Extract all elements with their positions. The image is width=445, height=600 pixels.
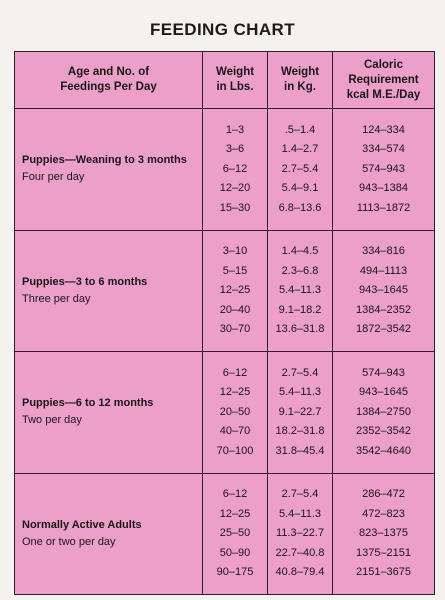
weight-kg-cell xyxy=(268,230,333,352)
value: 334–816 xyxy=(362,245,405,257)
value: 9.1–22.7 xyxy=(278,405,322,418)
kcal-cell xyxy=(333,230,435,352)
value: 22.7–40.8 xyxy=(275,546,325,559)
value: 1.4–2.7 xyxy=(281,143,319,155)
value: 40–70 xyxy=(219,425,251,437)
value: 3–6 xyxy=(225,143,245,155)
group-label-cell xyxy=(15,230,203,352)
value: 3542–4640 xyxy=(355,444,412,457)
value: 6–12 xyxy=(222,162,248,175)
kcal-cell xyxy=(333,109,435,231)
value: 5.4–11.3 xyxy=(278,507,321,520)
value: 472–823 xyxy=(362,507,405,520)
group-name: Puppies—Weaning to 3 months xyxy=(22,154,187,167)
value: 20–40 xyxy=(219,303,251,316)
table-row xyxy=(15,230,435,352)
header-kcal-line: kcal M.E./Day xyxy=(346,88,421,101)
value: 11.3–22.7 xyxy=(275,527,325,539)
group-feedings: Three per day xyxy=(22,292,91,305)
value: 943–1384 xyxy=(359,182,408,194)
value: 574–943 xyxy=(362,366,405,379)
table-row xyxy=(15,109,435,231)
value: 1.4–4.5 xyxy=(281,245,319,257)
group-label-cell xyxy=(15,473,203,595)
group-name: Puppies—6 to 12 months xyxy=(22,397,154,410)
header-age-line: Feedings Per Day xyxy=(60,81,157,93)
value: 6–12 xyxy=(222,488,248,500)
value: 286–472 xyxy=(362,488,405,500)
group-feedings: Four per day xyxy=(22,171,85,184)
kcal-cell xyxy=(333,473,435,595)
value: 1384–2750 xyxy=(355,405,412,418)
header-age xyxy=(15,52,203,109)
weight-kg-cell xyxy=(268,473,333,595)
value: 90–175 xyxy=(216,566,254,578)
value: 25–50 xyxy=(219,527,251,539)
group-feedings: Two per day xyxy=(22,414,82,427)
header-weight-kg xyxy=(268,52,333,109)
value: 1113–1872 xyxy=(356,201,411,214)
value: 574–943 xyxy=(362,162,405,175)
header-kcal-line: Requirement xyxy=(348,73,419,86)
value: 2.7–5.4 xyxy=(281,366,319,379)
value: .5–1.4 xyxy=(284,123,316,136)
value: 9.1–18.2 xyxy=(278,303,322,316)
feeding-chart-table xyxy=(14,51,435,595)
header-lbs-line: in Lbs. xyxy=(216,81,254,93)
header-row xyxy=(15,52,435,109)
group-name: Normally Active Adults xyxy=(22,518,142,531)
value: 5.4–11.3 xyxy=(278,386,321,398)
header-kg-line: in Kg. xyxy=(284,81,316,93)
value: 6–12 xyxy=(222,366,248,379)
value: 2.3–6.8 xyxy=(281,264,319,277)
value: 70–100 xyxy=(216,444,254,457)
value: 823–1375 xyxy=(359,527,408,539)
group-name: Puppies—3 to 6 months xyxy=(22,275,148,288)
value: 1375–2151 xyxy=(355,546,412,559)
value: 6.8–13.6 xyxy=(278,201,322,214)
value: 12–25 xyxy=(219,386,251,398)
value: 2.7–5.4 xyxy=(281,162,319,175)
value: 2.7–5.4 xyxy=(281,488,319,500)
group-feedings: One or two per day xyxy=(22,535,116,548)
value: 30–70 xyxy=(219,323,251,335)
value: 5.4–9.1 xyxy=(281,182,319,194)
value: 18.2–31.8 xyxy=(275,425,325,437)
value: 1872–3542 xyxy=(355,323,412,335)
value: 1384–2352 xyxy=(355,303,412,316)
value: 20–50 xyxy=(219,405,251,418)
weight-kg-cell xyxy=(268,109,333,231)
value: 50–90 xyxy=(219,546,251,559)
group-label-cell xyxy=(15,352,203,474)
value: 2352–3542 xyxy=(355,425,412,437)
value: 31.8–45.4 xyxy=(275,444,325,457)
value: 943–1645 xyxy=(359,284,408,296)
weight-lbs-cell xyxy=(203,230,268,352)
weight-lbs-cell xyxy=(203,352,268,474)
header-kcal-line: Caloric xyxy=(364,58,403,71)
header-weight-lbs xyxy=(203,52,268,109)
header-caloric-requirement xyxy=(333,52,435,109)
value: 2151–3675 xyxy=(355,566,412,578)
weight-lbs-cell xyxy=(203,109,268,231)
value: 12–25 xyxy=(219,507,251,520)
value: 12–25 xyxy=(219,284,251,296)
header-kg-line: Weight xyxy=(280,66,320,78)
value: 40.8–79.4 xyxy=(275,566,325,578)
table-row xyxy=(15,473,435,595)
value: 12–20 xyxy=(219,182,251,194)
value: 124–334 xyxy=(362,123,405,136)
group-label-cell xyxy=(15,109,203,231)
table-row xyxy=(15,352,435,474)
value: 13.6–31.8 xyxy=(275,323,325,335)
value: 334–574 xyxy=(362,143,405,155)
page-title: FEEDING CHART xyxy=(150,20,295,39)
value: 5–15 xyxy=(222,264,248,277)
value: 15–30 xyxy=(219,201,251,214)
value: 943–1645 xyxy=(359,386,408,398)
value: 1–3 xyxy=(225,123,245,136)
value: 3–10 xyxy=(222,245,248,257)
value: 494–1113 xyxy=(359,264,408,277)
header-lbs-line: Weight xyxy=(215,66,255,78)
header-age-line: Age and No. of xyxy=(67,66,150,78)
weight-lbs-cell xyxy=(203,473,268,595)
weight-kg-cell xyxy=(268,352,333,474)
kcal-cell xyxy=(333,352,435,474)
value: 5.4–11.3 xyxy=(278,284,321,296)
